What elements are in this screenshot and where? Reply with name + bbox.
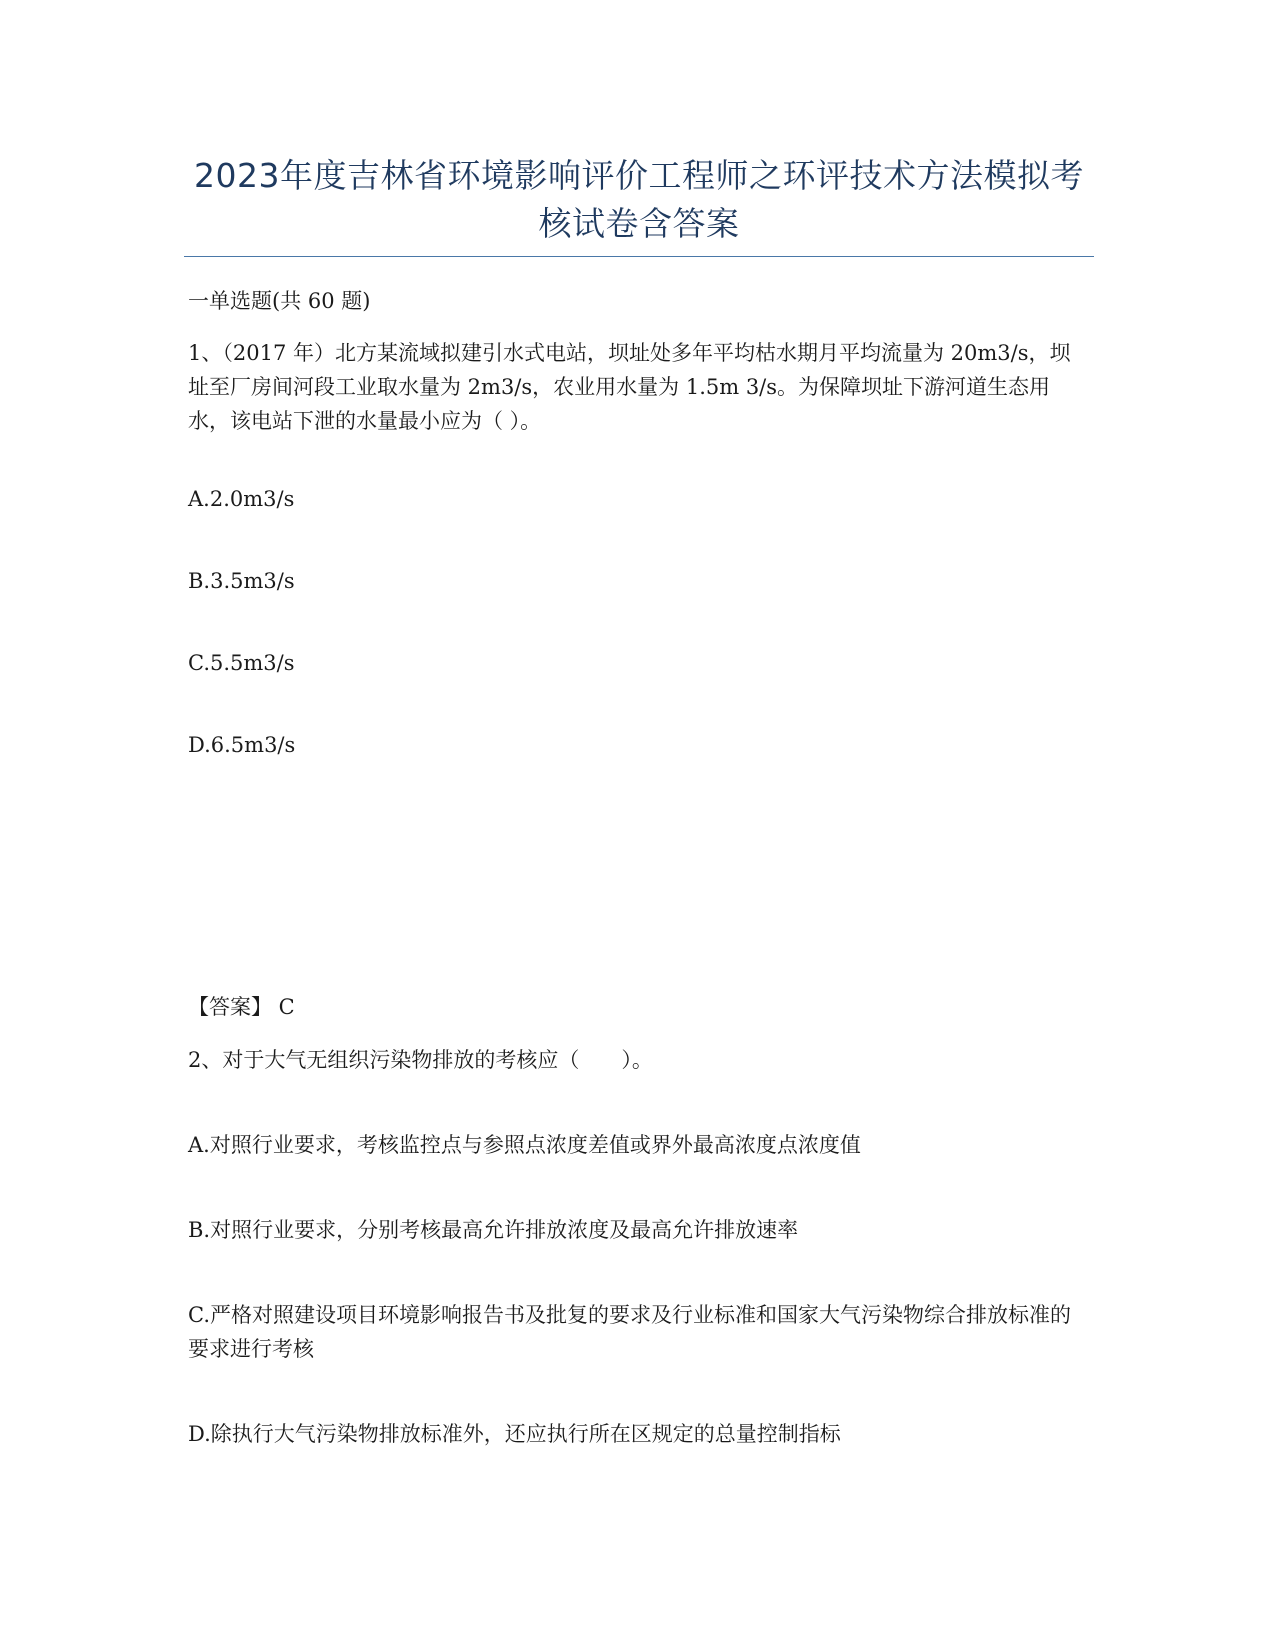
question-1-option-d: D.6.5m3/s	[188, 733, 296, 757]
question-1-option-c: C.5.5m3/s	[188, 651, 295, 675]
question-2-option-b: B.对照行业要求，分别考核最高允许排放浓度及最高允许排放速率	[188, 1218, 799, 1242]
question-2-option-c: C.严格对照建设项目环境影响报告书及批复的要求及行业标准和国家大气污染物综合排放标准的要求进行考核	[188, 1303, 1071, 1361]
title-divider	[184, 256, 1094, 257]
question-1-option-a: A.2.0m3/s	[188, 487, 295, 511]
page-title: 2023年度吉林省环境影响评价工程师之环评技术方法模拟考核试卷含答案	[194, 156, 1084, 243]
question-1-stem: 1、（2017 年）北方某流域拟建引水式电站，坝址处多年平均枯水期月平均流量为 20m3/s，坝址至厂房间河段工业取水量为 2m3/s，农业用水量为 1.5m 3/s。为保障坝址下游河道生态用水，该电站下泄的水量最小应为（ ）。	[188, 341, 1071, 433]
section-heading: 一单选题(共 60 题)	[188, 289, 371, 313]
question-2-option-a: A.对照行业要求，考核监控点与参照点浓度差值或界外最高浓度点浓度值	[188, 1133, 861, 1157]
question-1-option-b: B.3.5m3/s	[188, 569, 295, 593]
question-1-answer: 【答案】 C	[188, 995, 295, 1019]
question-2-option-d: D.除执行大气污染物排放标准外，还应执行所在区规定的总量控制指标	[188, 1422, 841, 1446]
question-2-stem: 2、对于大气无组织污染物排放的考核应（ ）。	[188, 1048, 653, 1072]
